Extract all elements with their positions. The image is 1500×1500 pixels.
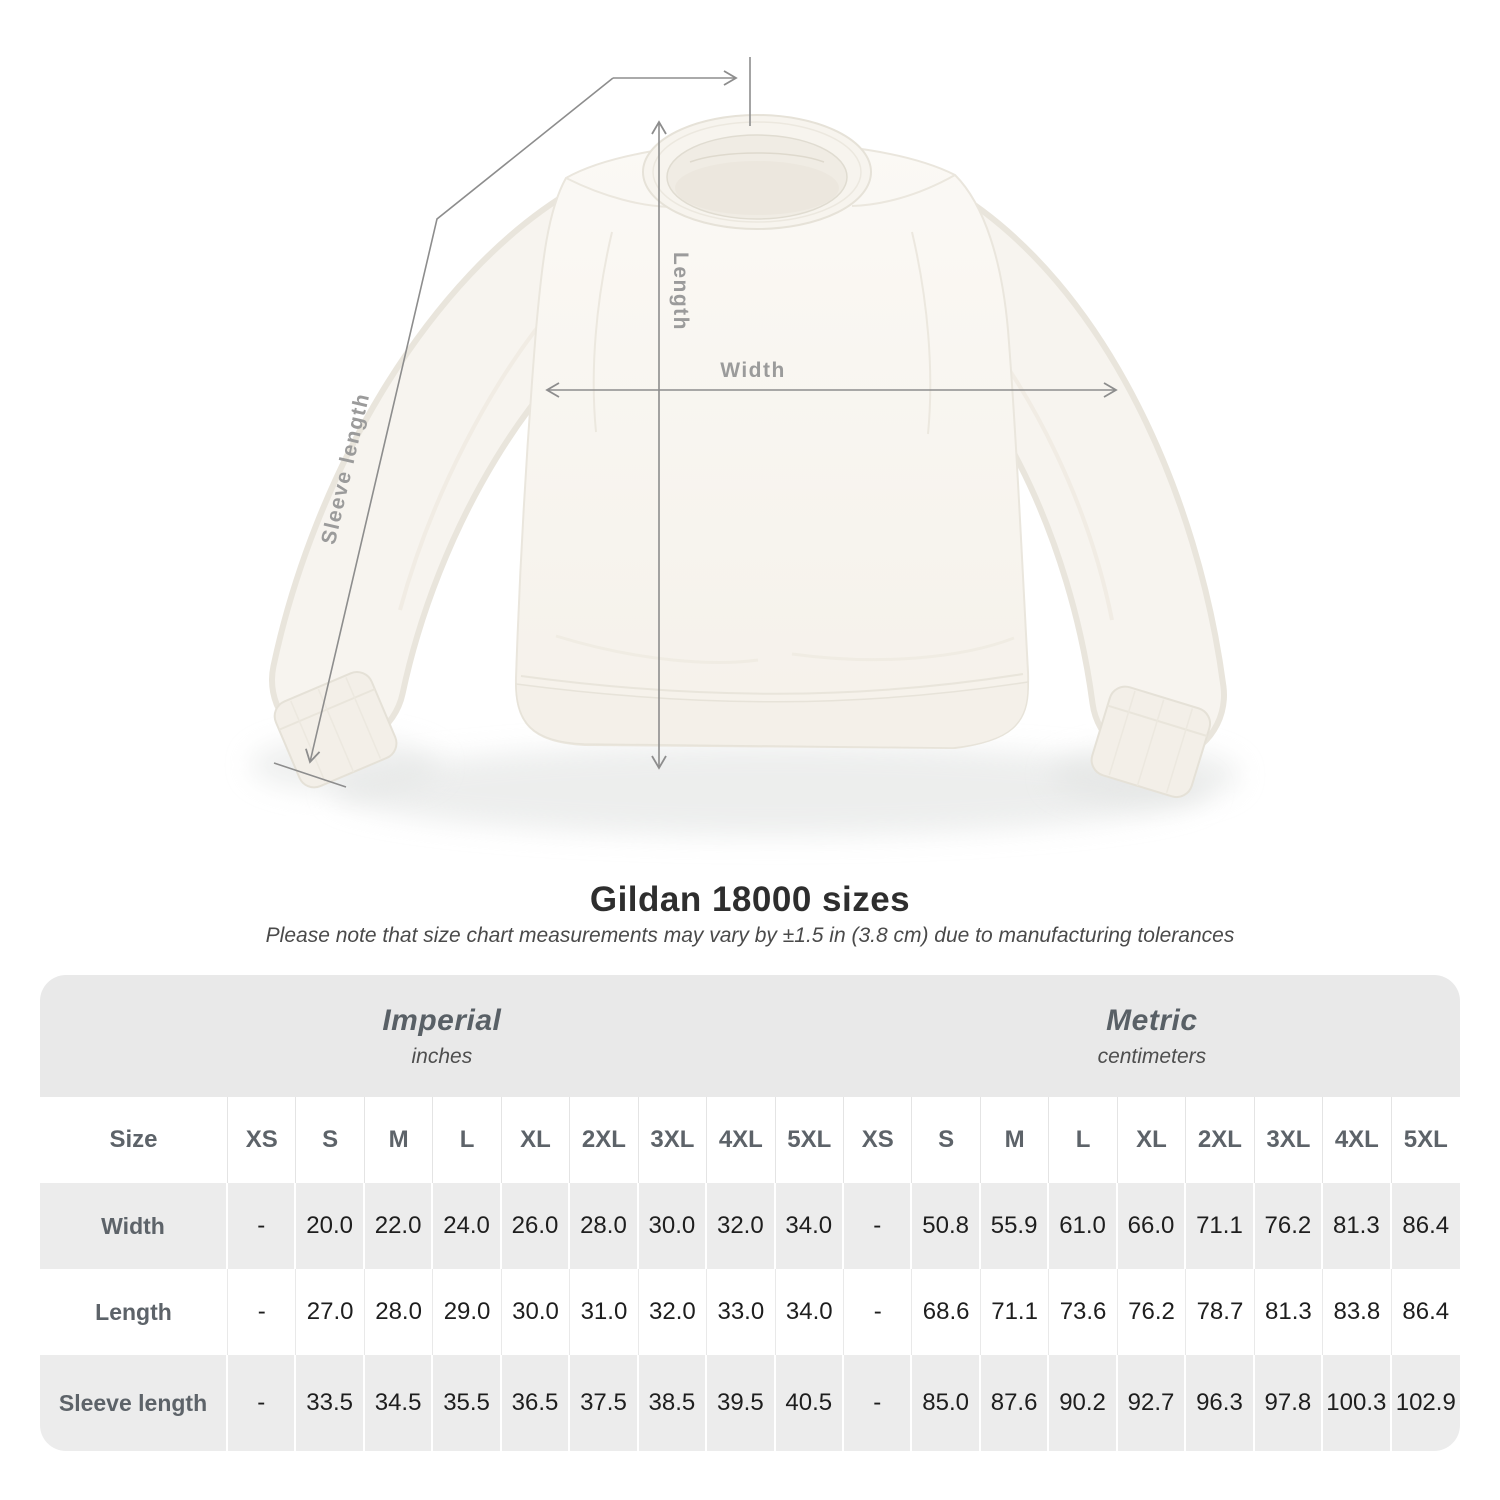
metric-value-cell: 90.2 — [1049, 1355, 1117, 1451]
metric-size-header: 5XL — [1392, 1097, 1460, 1183]
imperial-value-cell: 36.5 — [502, 1355, 570, 1451]
imperial-value-cell: 38.5 — [639, 1355, 707, 1451]
row-label: Length — [40, 1269, 228, 1355]
imperial-value-cell: 26.0 — [502, 1183, 570, 1269]
row-label: Width — [40, 1183, 228, 1269]
metric-size-header: 4XL — [1323, 1097, 1391, 1183]
metric-size-header: 2XL — [1186, 1097, 1254, 1183]
metric-size-header: M — [981, 1097, 1049, 1183]
metric-value-cell: 78.7 — [1186, 1269, 1254, 1355]
metric-value-cell: 73.6 — [1049, 1269, 1117, 1355]
sweatshirt-illustration — [270, 115, 1214, 801]
metric-value-cell: 76.2 — [1255, 1183, 1323, 1269]
imperial-value-cell: 39.5 — [707, 1355, 775, 1451]
imperial-value-cell: 24.0 — [433, 1183, 501, 1269]
collar — [643, 115, 871, 229]
size-chart-table — [40, 975, 1460, 1451]
imperial-subtitle: inches — [411, 1044, 473, 1068]
length-dimension-label: Length — [669, 252, 692, 331]
imperial-value-cell: 32.0 — [639, 1269, 707, 1355]
metric-value-cell: 102.9 — [1392, 1355, 1460, 1451]
imperial-title: Imperial — [382, 1003, 502, 1037]
metric-value-cell: - — [844, 1269, 912, 1355]
metric-value-cell: - — [844, 1183, 912, 1269]
metric-title: Metric — [1106, 1003, 1198, 1037]
imperial-size-header: M — [365, 1097, 433, 1183]
imperial-size-header: XL — [502, 1097, 570, 1183]
imperial-value-cell: 34.5 — [365, 1355, 433, 1451]
imperial-value-cell: 33.5 — [296, 1355, 364, 1451]
imperial-value-cell: 28.0 — [365, 1269, 433, 1355]
sleeve-dimension-label: Sleeve length — [317, 390, 375, 547]
imperial-value-cell: 27.0 — [296, 1269, 364, 1355]
size-grid — [40, 1097, 1460, 1451]
imperial-value-cell: - — [228, 1355, 296, 1451]
metric-value-cell: 83.8 — [1323, 1269, 1391, 1355]
imperial-size-header: 4XL — [707, 1097, 775, 1183]
metric-value-cell: 71.1 — [1186, 1183, 1254, 1269]
imperial-value-cell: 37.5 — [570, 1355, 638, 1451]
imperial-value-cell: 40.5 — [776, 1355, 844, 1451]
imperial-size-header: 5XL — [776, 1097, 844, 1183]
metric-value-cell: 92.7 — [1118, 1355, 1186, 1451]
imperial-size-header: L — [433, 1097, 501, 1183]
metric-value-cell: 68.6 — [912, 1269, 980, 1355]
metric-value-cell: 55.9 — [981, 1183, 1049, 1269]
metric-size-header: L — [1049, 1097, 1117, 1183]
metric-header — [844, 975, 1460, 1097]
width-dimension-label: Width — [720, 359, 786, 382]
imperial-value-cell: 31.0 — [570, 1269, 638, 1355]
garment-shadow — [250, 737, 1240, 836]
tolerance-note: Please note that size chart measurements may vary by ±1.5 in (3.8 cm) due to manufacturing tolerances — [265, 924, 1235, 947]
imperial-value-cell: 33.0 — [707, 1269, 775, 1355]
metric-value-cell: 81.3 — [1323, 1183, 1391, 1269]
metric-size-header: XL — [1118, 1097, 1186, 1183]
metric-value-cell: 86.4 — [1392, 1269, 1460, 1355]
metric-size-header: 3XL — [1255, 1097, 1323, 1183]
metric-subtitle: centimeters — [1097, 1044, 1207, 1068]
metric-value-cell: 97.8 — [1255, 1355, 1323, 1451]
metric-value-cell: 71.1 — [981, 1269, 1049, 1355]
imperial-value-cell: 34.0 — [776, 1183, 844, 1269]
imperial-header — [40, 975, 844, 1097]
imperial-size-header: 2XL — [570, 1097, 638, 1183]
imperial-value-cell: 34.0 — [776, 1269, 844, 1355]
metric-value-cell: 66.0 — [1118, 1183, 1186, 1269]
imperial-value-cell: 30.0 — [639, 1183, 707, 1269]
page-title: Gildan 18000 sizes — [589, 880, 911, 919]
imperial-size-header: S — [296, 1097, 364, 1183]
metric-size-header: XS — [844, 1097, 912, 1183]
imperial-value-cell: 20.0 — [296, 1183, 364, 1269]
metric-value-cell: 100.3 — [1323, 1355, 1391, 1451]
metric-value-cell: 87.6 — [981, 1355, 1049, 1451]
metric-value-cell: 85.0 — [912, 1355, 980, 1451]
row-label: Sleeve length — [40, 1355, 228, 1451]
imperial-size-header: XS — [228, 1097, 296, 1183]
unit-header-band — [40, 975, 1460, 1097]
metric-value-cell: 50.8 — [912, 1183, 980, 1269]
metric-value-cell: - — [844, 1355, 912, 1451]
imperial-size-header: 3XL — [639, 1097, 707, 1183]
imperial-value-cell: - — [228, 1183, 296, 1269]
imperial-value-cell: 22.0 — [365, 1183, 433, 1269]
metric-value-cell: 76.2 — [1118, 1269, 1186, 1355]
imperial-value-cell: - — [228, 1269, 296, 1355]
metric-value-cell: 86.4 — [1392, 1183, 1460, 1269]
imperial-value-cell: 29.0 — [433, 1269, 501, 1355]
body-panel — [516, 142, 1028, 748]
imperial-value-cell: 32.0 — [707, 1183, 775, 1269]
imperial-value-cell: 30.0 — [502, 1269, 570, 1355]
imperial-value-cell: 35.5 — [433, 1355, 501, 1451]
imperial-value-cell: 28.0 — [570, 1183, 638, 1269]
metric-value-cell: 81.3 — [1255, 1269, 1323, 1355]
metric-value-cell: 96.3 — [1186, 1355, 1254, 1451]
metric-value-cell: 61.0 — [1049, 1183, 1117, 1269]
size-column-header: Size — [40, 1097, 228, 1183]
metric-size-header: S — [912, 1097, 980, 1183]
